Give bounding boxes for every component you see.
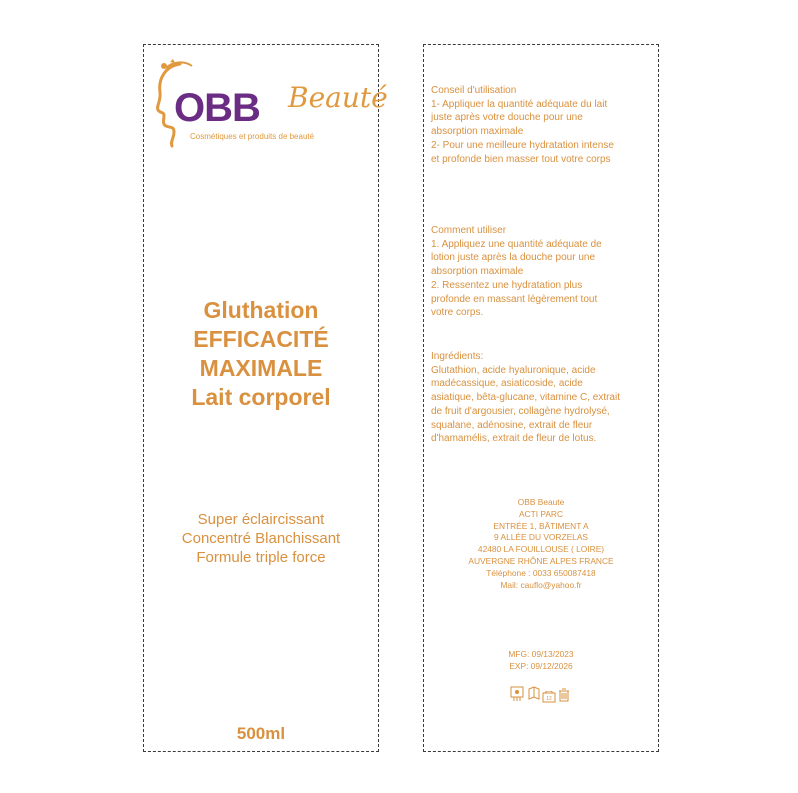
ingredients-line: madécassique, asiaticoside, acide — [431, 378, 583, 390]
usage-line: 2. Ressentez une hydratation plus — [431, 279, 583, 291]
company-line: ACTI PARC — [518, 508, 564, 519]
company-line: 9 ALLÉE DU VORZELAS — [493, 532, 589, 543]
book-instructions-icon — [528, 686, 540, 705]
brand-script: Beauté — [288, 81, 388, 114]
usage-line: votre corps. — [431, 307, 484, 319]
ingredients-line: d'hamamélis, extrait de fleur de lotus. — [431, 433, 597, 445]
company-line: 42480 LA FOUILLOUSE ( LOIRE) — [477, 544, 605, 555]
product-title-line: Lait corporel — [191, 384, 331, 410]
usage-line: absorption maximale — [431, 266, 524, 278]
ingredients-line: de fruit d'argousier, collagène hydrolysé, — [431, 405, 610, 417]
advice-line: absorption maximale — [431, 126, 524, 138]
ingredients-line: asiatique, bêta-glucane, vitamine C, extrait — [431, 392, 620, 404]
product-title — [143, 296, 379, 412]
pao-12m-icon — [542, 690, 556, 708]
usage-line: lotion juste après la douche pour une — [431, 252, 596, 264]
advice-line: juste après votre douche pour une — [431, 112, 583, 124]
advice-line: 2- Pour une meilleure hydratation intense — [431, 139, 614, 151]
company-line: AUVERGNE RHÔNE ALPES FRANCE — [468, 555, 614, 566]
production-dates — [423, 648, 659, 672]
brand-tagline: Cosmétiques et produits de beauté — [190, 132, 315, 141]
company-line: Mail: cauflo@yahoo.fr — [500, 579, 582, 590]
advice-line: Conseil d'utilisation — [431, 85, 517, 96]
ingredients-line: Ingrédients: — [431, 351, 484, 362]
usage-advice — [431, 84, 653, 166]
claim-line: Formule triple force — [196, 549, 326, 566]
company-line: OBB Beaute — [517, 497, 565, 507]
claim-line: Concentré Blanchissant — [181, 530, 341, 547]
ingredients-line: squalane, adénosine, extrait de fleur — [431, 419, 593, 431]
ingredients-list — [431, 350, 653, 446]
claim-line: Super éclaircissant — [197, 511, 325, 528]
product-title-line: Gluthation — [203, 297, 319, 323]
label-symbols — [510, 686, 572, 708]
mfg-date: MFG: 09/13/2023 — [508, 649, 574, 659]
company-line: ENTRÉE 1, BÂTIMENT A — [493, 520, 589, 531]
advice-line: 1- Appliquer la quantité adéquate du lait — [431, 98, 608, 110]
product-volume: 500ml — [236, 724, 286, 743]
svg-text:12: 12 — [546, 696, 552, 702]
advice-line: et profonde bien masser tout votre corps — [431, 153, 611, 165]
usage-line: profonde en massant légèrement tout — [431, 293, 598, 305]
company-address — [423, 497, 659, 591]
brand-wordmark: OBB — [174, 86, 260, 130]
product-title-line: MAXIMALE — [199, 355, 323, 381]
usage-line: 1. Appliquez une quantité adéquate de — [431, 238, 602, 250]
company-line: Téléphone : 0033 650087418 — [486, 567, 596, 578]
hand-wash-icon — [510, 686, 524, 707]
exp-date: EXP: 09/12/2026 — [509, 661, 573, 672]
recycle-bin-icon — [558, 688, 570, 707]
brand-logo — [152, 58, 388, 148]
product-claims — [143, 510, 379, 567]
how-to-use — [431, 224, 653, 320]
usage-line: Comment utiliser — [431, 225, 507, 236]
product-title-line: EFFICACITÉ — [193, 326, 329, 352]
ingredients-line: Glutathion, acide hyaluronique, acide — [431, 364, 596, 376]
